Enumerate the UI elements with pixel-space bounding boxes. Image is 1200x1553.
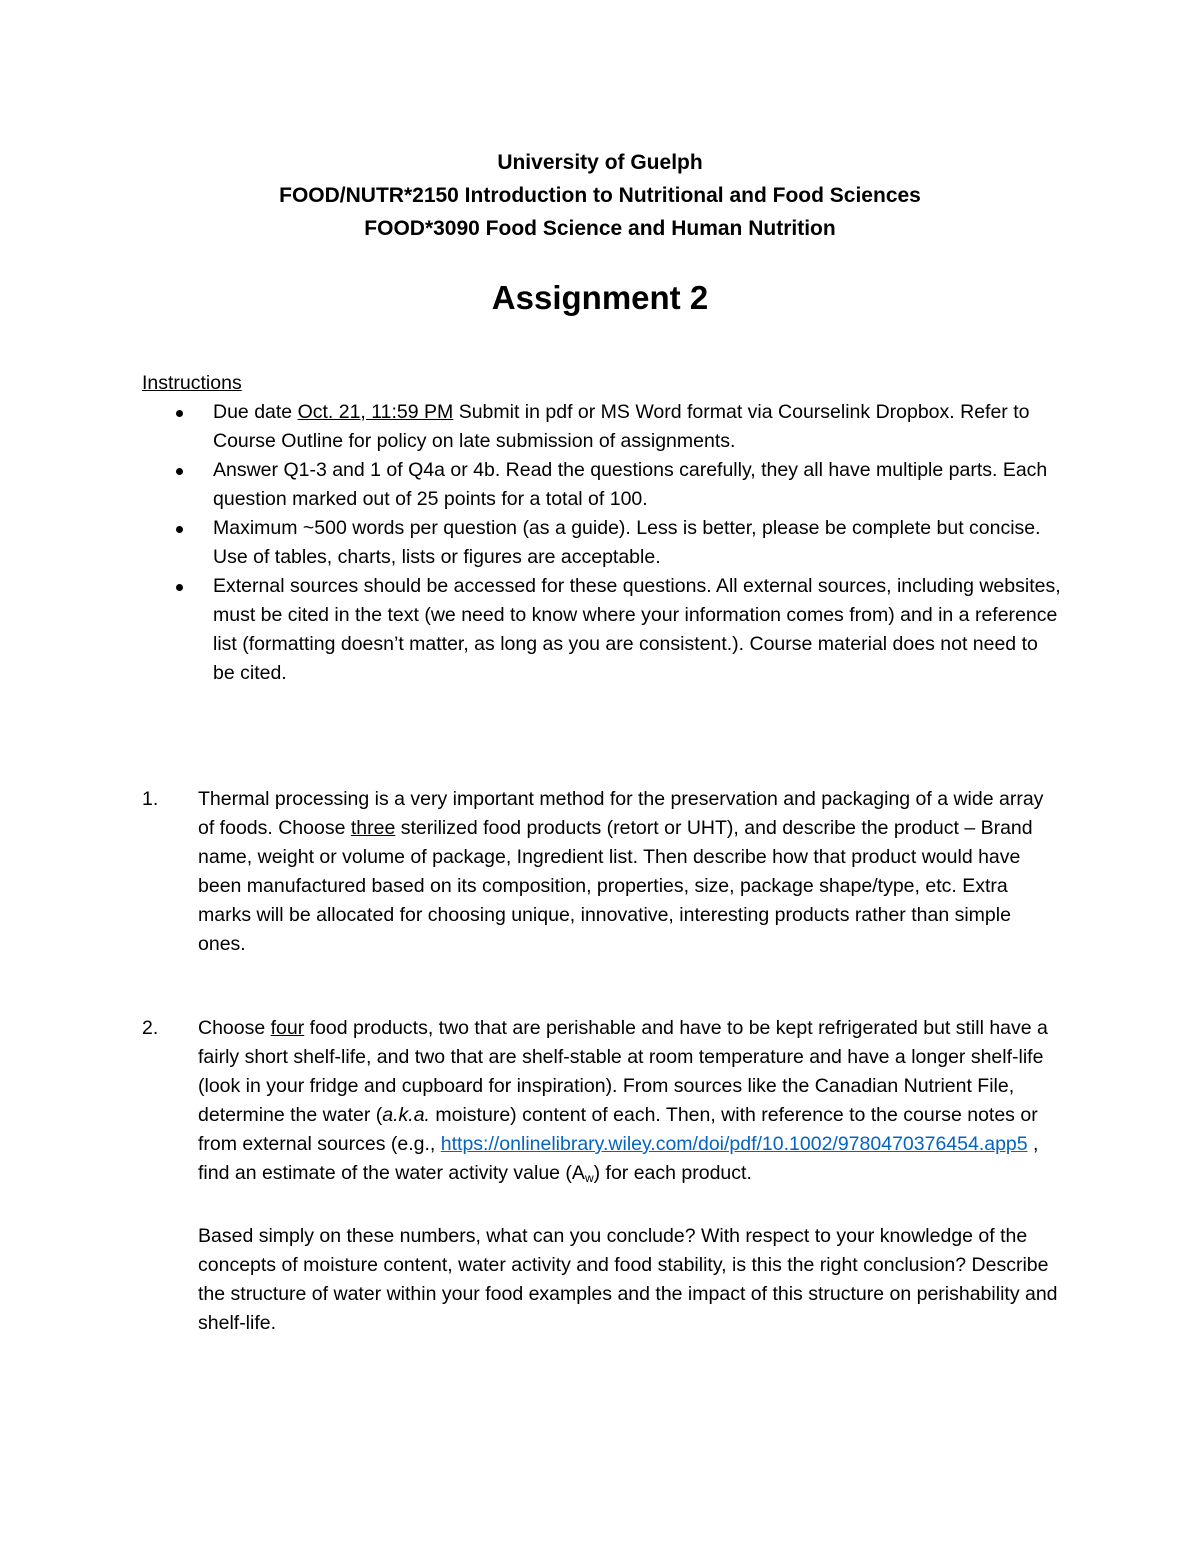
subscript-w: w	[584, 1171, 594, 1185]
emphasis-four: four	[270, 1017, 305, 1039]
question-number: 2.	[142, 1017, 159, 1039]
instructions-heading: Instructions	[142, 372, 242, 394]
course-title-1: FOOD/NUTR*2150 Introduction to Nutritional and Food Sciences	[279, 184, 921, 207]
bullet-icon	[176, 584, 183, 591]
bullet-icon	[176, 410, 183, 417]
question-text: Thermal processing is a very important method for the preservation and packaging of a wide array of foods. Choose three sterilized food products (retort or UHT), and describe the product – Brand name, weight or volume of package, Ingredient list. Then describe how that product would have been manufactured based on its composition, properties, size, package shape/type, etc. Extra marks will be allocated for choosing unique, innovative, interesting products rather than simple ones.	[198, 788, 1044, 955]
instruction-item: Answer Q1-3 and 1 of Q4a or 4b. Read the questions carefully, they all have multiple parts. Each question marked out of 25 points for a total of 100.	[142, 456, 1062, 514]
bullet-icon	[176, 468, 183, 475]
instructions-list	[142, 398, 1062, 688]
question-2	[142, 1014, 1062, 1338]
document-header	[0, 146, 1200, 245]
university-name: University of Guelph	[497, 151, 703, 174]
emphasis-three: three	[350, 817, 396, 839]
bullet-icon	[176, 526, 183, 533]
instruction-item: Due date Oct. 21, 11:59 PM Submit in pdf or MS Word format via Courselink Dropbox. Refer to Course Outline for policy on late submission of assignments.	[142, 398, 1062, 456]
due-date: Oct. 21, 11:59 PM	[297, 401, 454, 423]
instruction-item: Maximum ~500 words per question (as a guide). Less is better, please be complete but concise. Use of tables, charts, lists or figures are acceptable.	[142, 514, 1062, 572]
question-number: 1.	[142, 788, 159, 810]
question-1	[142, 785, 1062, 959]
instruction-item: External sources should be accessed for these questions. All external sources, including websites, must be cited in the text (we need to know where your information comes from) and in a reference list (formatting doesn’t matter, as long as you are consistent.). Course material does not need to be cited.	[142, 572, 1062, 688]
assignment-title: Assignment 2	[491, 279, 709, 316]
course-title-2: FOOD*3090 Food Science and Human Nutrition	[364, 217, 836, 240]
wiley-reference-link[interactable]: https://onlinelibrary.wiley.com/doi/pdf/10.1002/9780470376454.app5	[440, 1133, 1028, 1155]
question-2-paragraph-2: Based simply on these numbers, what can you conclude? With respect to your knowledge of the concepts of moisture content, water activity and food stability, is this the right conclusion? Describe the structure of water within your food examples and the impact of this structure on perishability and shelf-life.	[198, 1225, 1058, 1334]
question-text: Choose four food products, two that are perishable and have to be kept refrigerated but still have a fairly short shelf-life, and two that are shelf-stable at room temperature and have a longer shelf-life (look in your fridge and cupboard for inspiration). From sources like the Canadian Nutrient File, determine the water (a.k.a. moisture) content of each. Then, with reference to the course notes or from external sources (e.g., https://onlinelibrary.wiley.com/doi/pdf/10.1002/9780470376454.app5 , find an estimate of the water activity value $(A_w)$ for each product.	[198, 1017, 1048, 1185]
